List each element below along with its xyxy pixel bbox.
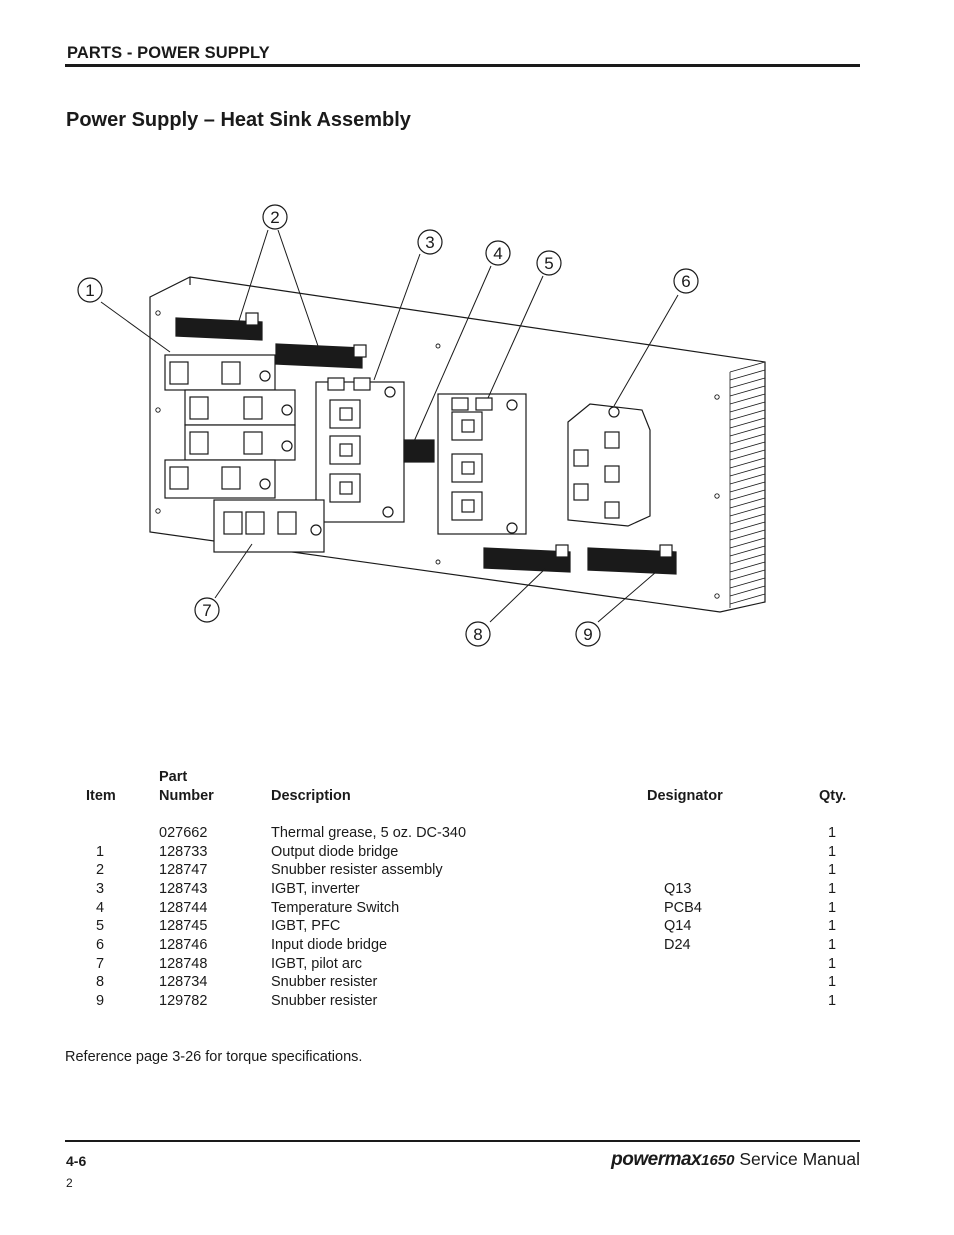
- table-row: [0, 993, 954, 1011]
- brand-logo: powermax: [611, 1149, 702, 1170]
- cell-part-number: 129782: [159, 993, 208, 1009]
- cell-qty: 1: [827, 862, 837, 878]
- cell-part-number: 128733: [159, 844, 208, 860]
- cell-qty: 1: [827, 974, 837, 990]
- cell-item: 9: [95, 993, 105, 1009]
- callout-2: 2: [270, 208, 280, 227]
- cell-item: 7: [95, 956, 105, 972]
- callout-1: 1: [85, 281, 95, 300]
- column-header-part: Part: [159, 769, 188, 785]
- cell-designator: PCB4: [664, 900, 702, 916]
- cell-designator: D24: [664, 937, 691, 953]
- cell-description: Thermal grease, 5 oz. DC-340: [271, 825, 467, 841]
- table-row: [0, 881, 954, 899]
- column-header-designator: Designator: [647, 788, 723, 804]
- callout-7: 7: [202, 601, 212, 620]
- table-row: [0, 844, 954, 862]
- table-row: [0, 937, 954, 955]
- cell-qty: 1: [827, 956, 837, 972]
- brand-suffix: Service Manual: [739, 1149, 860, 1169]
- cell-part-number: 128748: [159, 956, 208, 972]
- heat-sink-assembly-diagram: [60, 190, 800, 660]
- cell-part-number: 128744: [159, 900, 208, 916]
- cell-part-number: 128734: [159, 974, 208, 990]
- cell-description: Temperature Switch: [271, 900, 400, 916]
- column-header-description: Description: [271, 788, 351, 804]
- table-row: [0, 825, 954, 843]
- cell-qty: 1: [827, 918, 837, 934]
- igbt-pilot-arc: [214, 500, 324, 552]
- column-header-qty: Qty.: [819, 788, 847, 804]
- cell-item: 1: [95, 844, 105, 860]
- cell-item: 6: [95, 937, 105, 953]
- cell-description: IGBT, inverter: [271, 881, 360, 897]
- cell-part-number: 128746: [159, 937, 208, 953]
- cell-designator: Q14: [664, 918, 692, 934]
- cell-description: Input diode bridge: [271, 937, 388, 953]
- table-row: [0, 918, 954, 936]
- igbt-pfc: [438, 394, 526, 534]
- callout-6: 6: [681, 272, 691, 291]
- cell-description: IGBT, PFC: [271, 918, 341, 934]
- page-title: Power Supply – Heat Sink Assembly: [66, 109, 411, 131]
- cell-qty: 1: [827, 900, 837, 916]
- igbt-inverter: [316, 378, 404, 522]
- output-diode-bridge: [165, 355, 295, 498]
- cell-item: 5: [95, 918, 105, 934]
- temperature-switch: [404, 440, 434, 462]
- cell-part-number: 128745: [159, 918, 208, 934]
- cell-item: 8: [95, 974, 105, 990]
- cell-qty: 1: [827, 825, 837, 841]
- brand-model: 1650: [701, 1152, 735, 1169]
- torque-note: Reference page 3-26 for torque specifications.: [65, 1049, 363, 1065]
- cell-description: Snubber resister: [271, 993, 378, 1009]
- cell-item: 4: [95, 900, 105, 916]
- cell-part-number: 128743: [159, 881, 208, 897]
- header-rule: [65, 64, 860, 67]
- cell-description: Snubber resister: [271, 974, 378, 990]
- footer-rule: [65, 1140, 860, 1142]
- cell-item: 2: [95, 862, 105, 878]
- table-row: [0, 900, 954, 918]
- callout-5: 5: [544, 254, 554, 273]
- cell-description: Snubber resister assembly: [271, 862, 443, 878]
- section-header: PARTS - POWER SUPPLY: [67, 44, 270, 62]
- page-number: 4-6: [66, 1153, 87, 1169]
- cell-part-number: 027662: [159, 825, 208, 841]
- cell-item: 3: [95, 881, 105, 897]
- callout-4: 4: [493, 244, 503, 263]
- cell-qty: 1: [827, 993, 837, 1009]
- table-row: [0, 862, 954, 880]
- table-row: [0, 956, 954, 974]
- column-header-number: Number: [159, 788, 214, 804]
- cell-designator: Q13: [664, 881, 692, 897]
- cell-part-number: 128747: [159, 862, 208, 878]
- cell-qty: 1: [827, 937, 837, 953]
- cell-description: IGBT, pilot arc: [271, 956, 363, 972]
- cell-qty: 1: [827, 844, 837, 860]
- cell-qty: 1: [827, 881, 837, 897]
- callout-9: 9: [583, 625, 593, 644]
- column-header-item: Item: [86, 788, 116, 804]
- cell-description: Output diode bridge: [271, 844, 399, 860]
- callout-3: 3: [425, 233, 435, 252]
- revision-number: 2: [66, 1176, 73, 1190]
- manual-brand: [611, 1149, 860, 1171]
- input-diode-bridge: [568, 404, 650, 526]
- callout-8: 8: [473, 625, 483, 644]
- table-row: [0, 974, 954, 992]
